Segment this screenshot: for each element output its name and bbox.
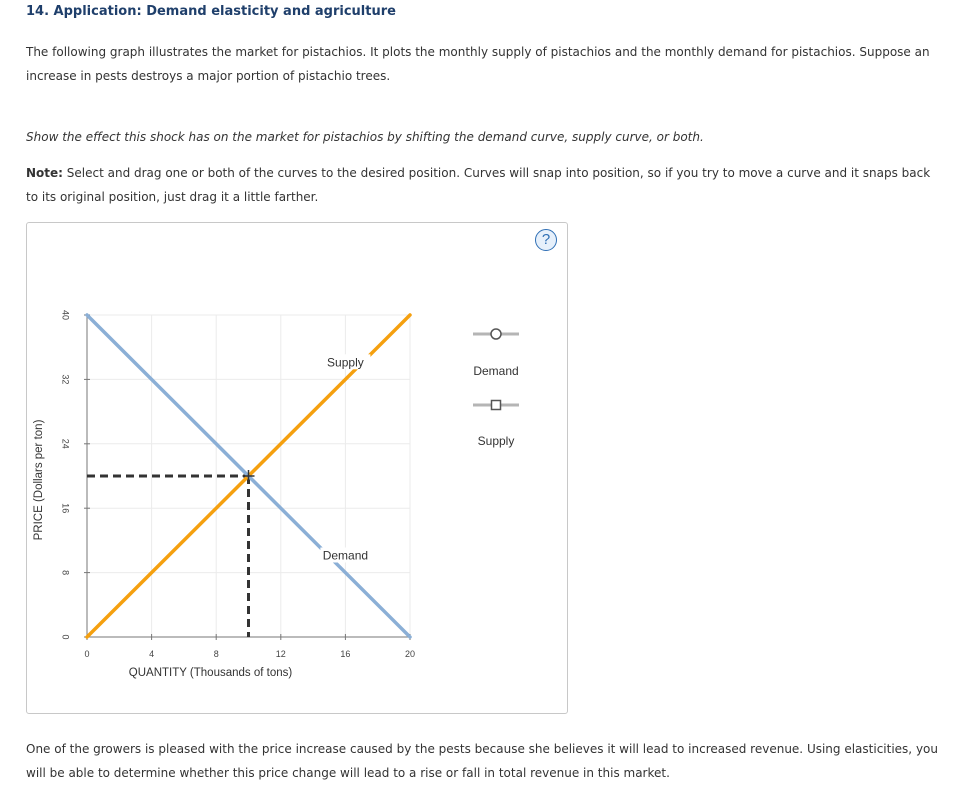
instruction-paragraph: Show the effect this shock has on the market for pistachios by shifting the demand curve, supply curve, or both. [26,130,704,144]
x-tick-label-0: 0 [84,649,90,659]
intro-paragraph: The following graph illustrates the market for pistachios. It plots the monthly supply of pistachios and the monthly demand for pistachios. Suppose an increase in pests destroys a major portion of pistachio trees. [26,45,930,83]
curves [87,315,410,637]
legend-supply-square-icon[interactable] [492,401,501,410]
help-icon[interactable]: ? [535,229,557,251]
note-text: Select and drag one or both of the curves to the desired position. Curves will snap into position, so if you try to move a curve and it snaps back to its original position, just drag it a little farther. [26,166,931,204]
supply-demand-chart [27,223,567,713]
graph-panel [26,222,568,714]
legend-supply-label: Supply [477,434,515,448]
x-tick-labels [84,634,415,659]
y-tick-label-32: 32 [60,374,71,385]
x-tick-label-4: 4 [149,649,155,659]
y-tick-labels [61,310,90,640]
question-title: 14. Application: Demand elasticity and agriculture [26,4,396,19]
note-label: Note: [26,166,63,180]
x-tick-label-12: 12 [275,649,286,659]
x-tick-label-16: 16 [340,649,351,659]
y-tick-label-24: 24 [60,438,71,449]
y-tick-label-0: 0 [60,634,71,640]
y-tick-label-16: 16 [60,503,71,514]
outro-paragraph: One of the growers is pleased with the price increase caused by the pests because she believes it will lead to increased revenue. Using elasticities, you will be able to determine whether this price change will lead to a rise or fall in total revenue in this market. [26,742,938,780]
note-paragraph [26,161,946,209]
x-tick-label-20: 20 [404,649,416,659]
supply-curve-label: Supply [327,355,364,370]
y-axis-label: PRICE (Dollars per ton) [33,419,45,541]
demand-curve-label: Demand [322,548,369,563]
legend-demand-circle-icon[interactable] [491,329,501,339]
y-tick-label-40: 40 [60,309,71,321]
x-axis-label: QUANTITY (Thousands of tons) [128,667,293,679]
legend-demand-label: Demand [473,364,519,378]
y-tick-label-8: 8 [60,570,71,576]
x-tick-label-8: 8 [213,649,219,659]
legend [473,329,519,448]
